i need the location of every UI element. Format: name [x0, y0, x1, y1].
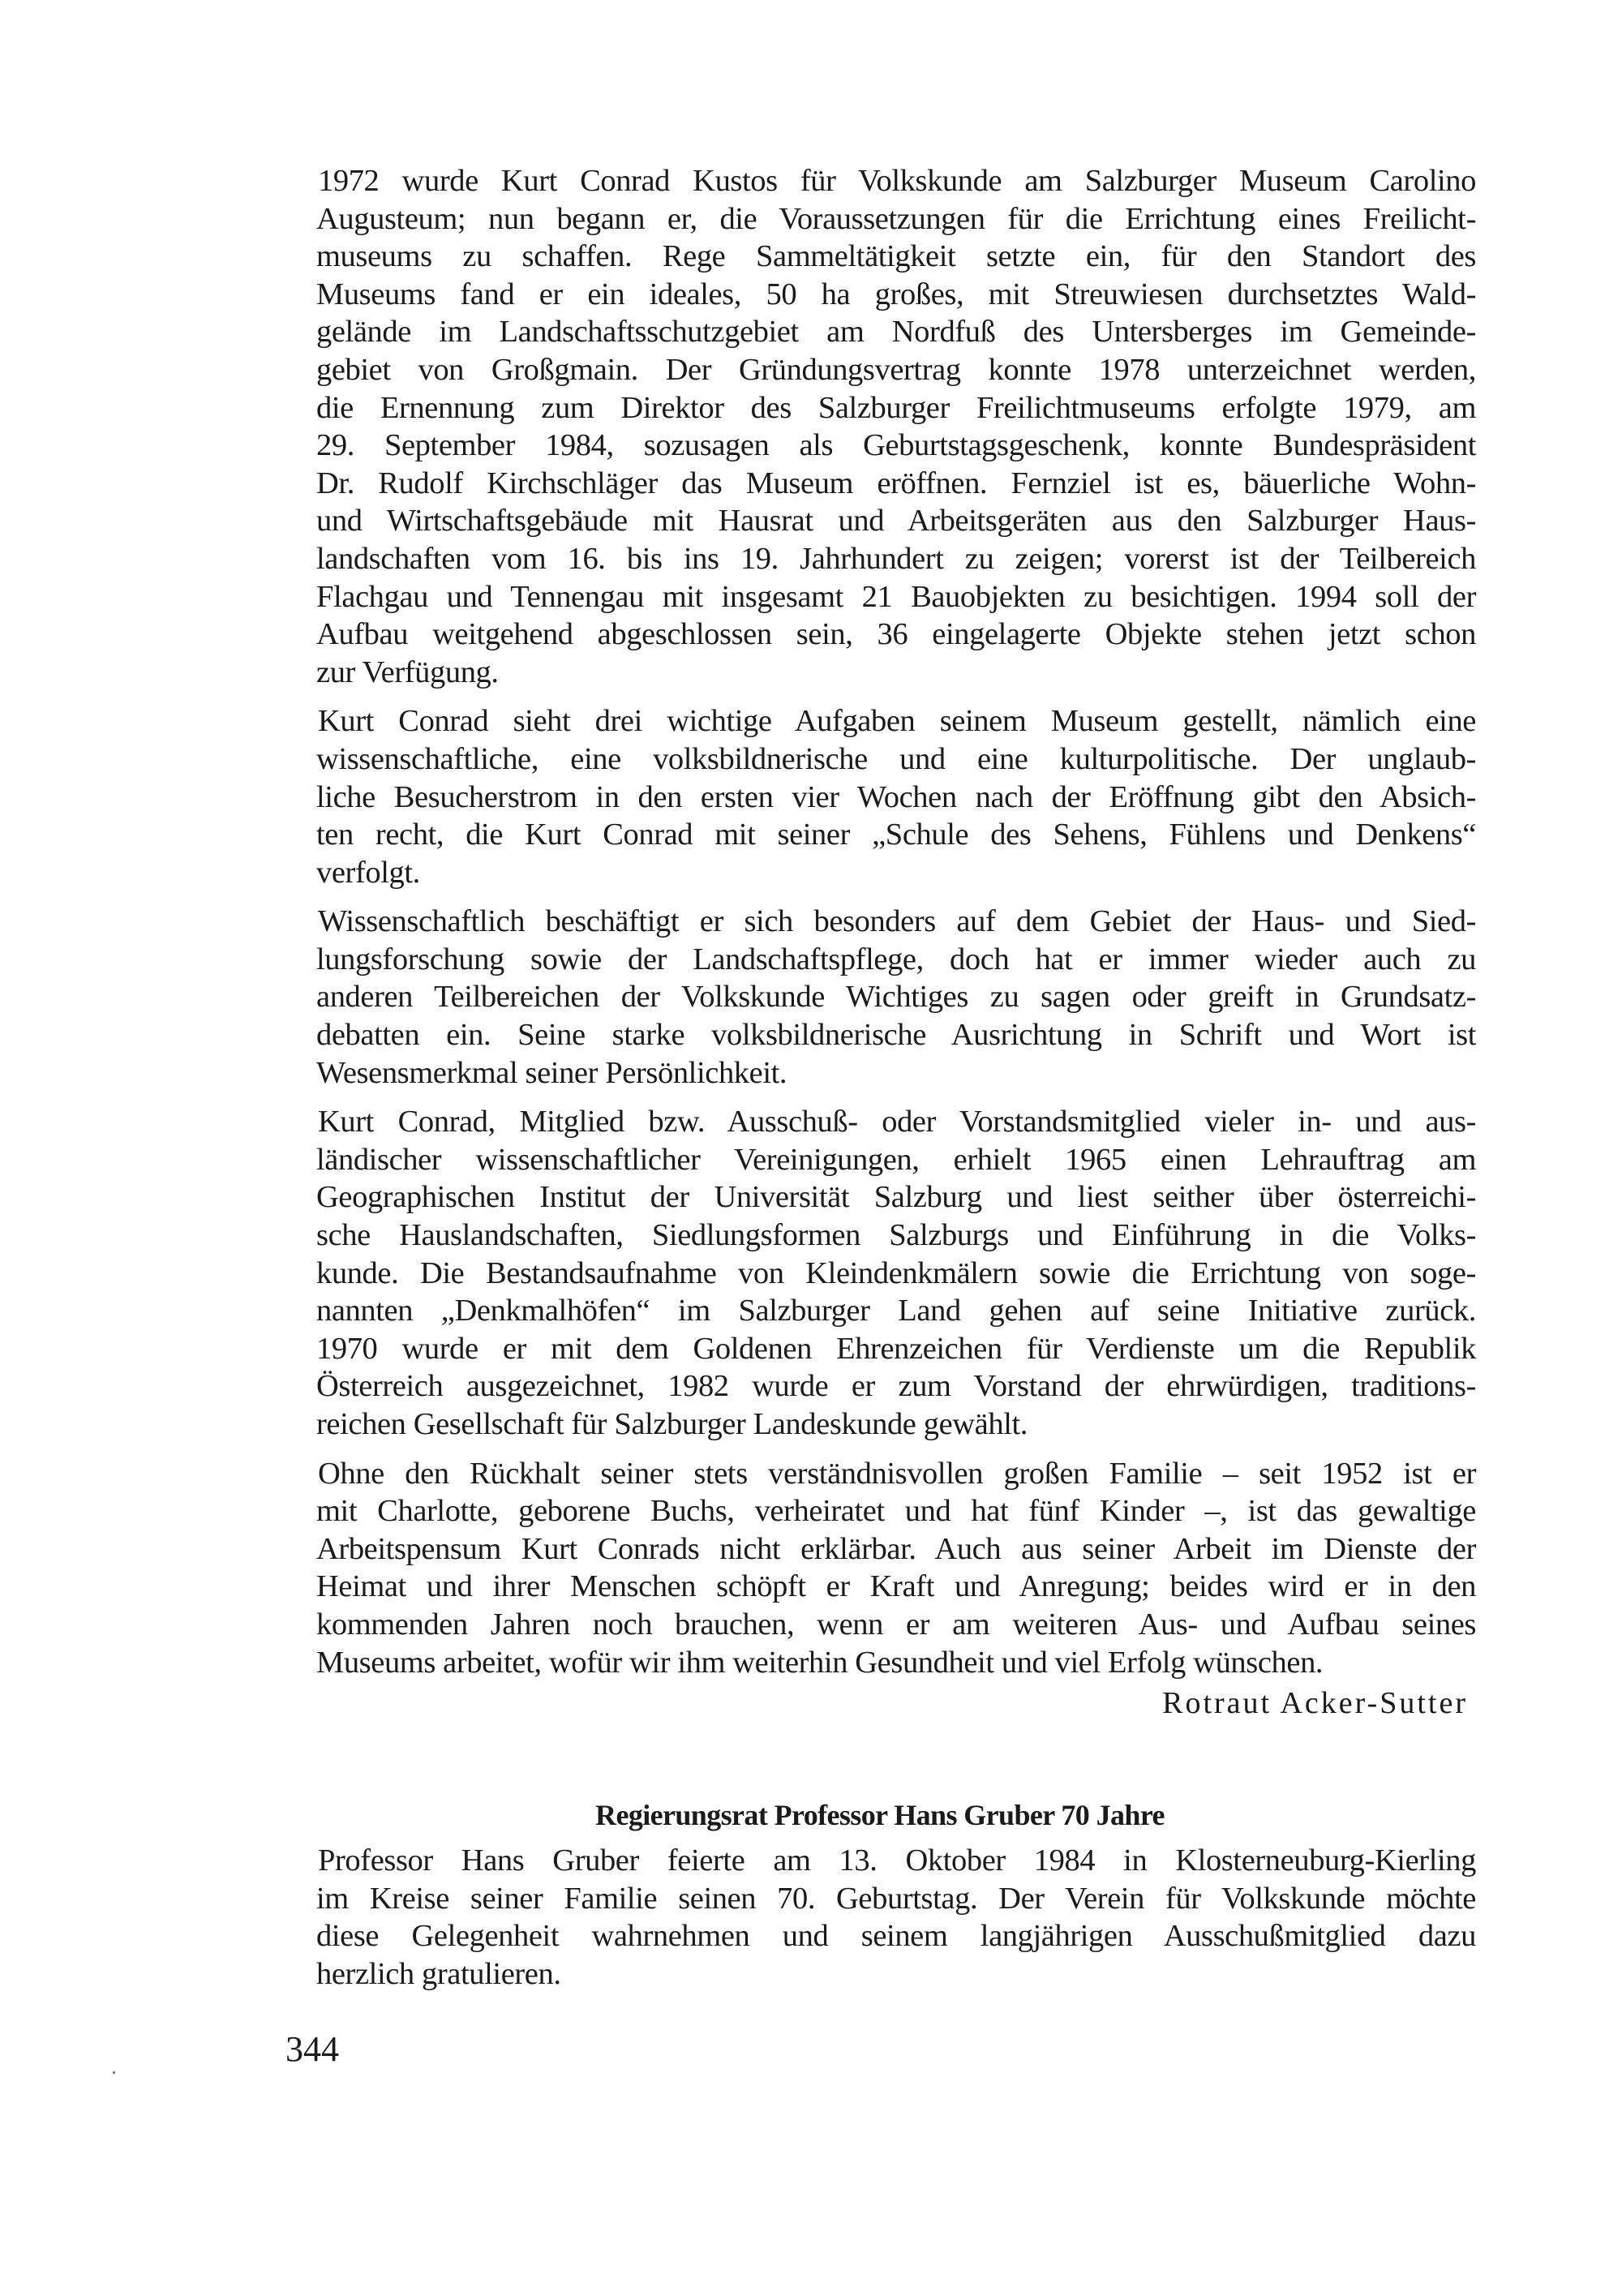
text-line: zur Verfügung.	[316, 654, 499, 689]
text-line: museums zu schaffen. Rege Sammeltätigkeit setzte ein, für den Standort des	[316, 239, 1476, 274]
text-line: liche Besucherstrom in den ersten vier Wochen nach der Eröffnung gibt den Absich-	[316, 779, 1476, 814]
text-line: Aufbau weitgehend abgeschlossen sein, 36 eingelagerte Objekte stehen jetzt schon	[316, 617, 1476, 652]
text-line: anderen Teilbereichen der Volkskunde Wichtiges zu sagen oder greift in Grundsatz-	[316, 980, 1476, 1015]
text-line: Heimat und ihrer Menschen schöpft er Kraft und Anregung; beides wird er in den	[316, 1569, 1476, 1604]
text-line: ländischer wissenschaftlicher Vereinigungen, erhielt 1965 einen Lehrauftrag am	[316, 1142, 1476, 1177]
paragraph-museum-founding	[316, 162, 1476, 691]
paragraph-museum-tasks	[316, 702, 1476, 891]
text-line: Arbeitspensum Kurt Conrads nicht erklärbar. Auch aus seiner Arbeit im Dienste der	[316, 1531, 1476, 1566]
paragraph-family-closing	[316, 1455, 1476, 1682]
text-line: kunde. Die Bestandsaufnahme von Kleindenkmälern sowie die Errichtung von soge-	[316, 1255, 1476, 1290]
text-line: debatten ein. Seine starke volksbildnerische Ausrichtung in Schrift und Wort ist	[316, 1018, 1476, 1053]
text-line: diese Gelegenheit wahrnehmen und seinem langjährigen Ausschußmitglied dazu	[316, 1919, 1476, 1954]
text-line: im Kreise seiner Familie seinen 70. Geburtstag. Der Verein für Volkskunde möchte	[316, 1881, 1476, 1916]
paragraph-research-focus	[316, 903, 1476, 1092]
text-line: lungsforschung sowie der Landschaftspflege, doch hat er immer wieder auch zu	[316, 942, 1476, 976]
text-line: Museums arbeitet, wofür wir ihm weiterhin Gesundheit und viel Erfolg wünschen.	[316, 1645, 1324, 1680]
paragraph-memberships-honors	[316, 1103, 1476, 1443]
text-line: sche Hauslandschaften, Siedlungsformen Salzburgs und Einführung in die Volks-	[316, 1218, 1476, 1253]
text-line: Professor Hans Gruber feierte am 13. Oktober 1984 in Klosterneuburg-Kierling	[318, 1843, 1476, 1878]
section-heading: Regierungsrat Professor Hans Gruber 70 Jahre	[595, 1799, 1165, 1832]
text-line: Kurt Conrad, Mitglied bzw. Ausschuß- oder Vorstandsmitglied vieler in- und aus-	[318, 1105, 1476, 1139]
text-line: mit Charlotte, geborene Buchs, verheiratet und hat fünf Kinder –, ist das gewaltige	[316, 1494, 1476, 1529]
text-line: 1972 wurde Kurt Conrad Kustos für Volkskunde am Salzburger Museum Carolino	[318, 164, 1476, 198]
text-line: die Ernennung zum Direktor des Salzburger Freilichtmuseums erfolgte 1979, am	[316, 390, 1476, 425]
text-line: gebiet von Großgmain. Der Gründungsvertrag konnte 1978 unterzeichnet werden,	[316, 352, 1476, 387]
text-line: verfolgt.	[316, 855, 420, 890]
page-number: 344	[285, 2029, 339, 2069]
text-line: landschaften vom 16. bis ins 19. Jahrhundert zu zeigen; vorerst ist der Teilbereich	[316, 541, 1476, 576]
text-line: Geographischen Institut der Universität Salzburg und liest seither über österreichi-	[316, 1180, 1476, 1215]
text-line: wissenschaftliche, eine volksbildnerische und eine kulturpolitische. Der unglaub-	[316, 741, 1476, 776]
text-line: kommenden Jahren noch brauchen, wenn er am weiteren Aus- und Aufbau seines	[316, 1607, 1476, 1642]
text-line: und Wirtschaftsgebäude mit Hausrat und Arbeitsgeräten aus den Salzburger Haus-	[316, 504, 1476, 539]
author-signature: Rotraut Acker-Sutter	[1162, 1686, 1468, 1721]
text-line: Augusteum; nun begann er, die Voraussetzungen für die Errichtung eines Freilicht-	[316, 201, 1476, 236]
text-line: Dr. Rudolf Kirchschläger das Museum eröffnen. Fernziel ist es, bäuerliche Wohn-	[316, 466, 1476, 500]
text-line: Flachgau und Tennengau mit insgesamt 21 Bauobjekten zu besichtigen. 1994 soll der	[316, 579, 1476, 614]
text-line: nannten „Denkmalhöfen“ im Salzburger Land gehen auf seine Initiative zurück.	[316, 1294, 1476, 1328]
text-line: Museums fand er ein ideales, 50 ha großes, mit Streuwiesen durchsetztes Wald-	[316, 277, 1476, 311]
scan-speck	[113, 2071, 115, 2074]
paragraph-gruber-birthday	[316, 1842, 1476, 1993]
text-line: Wesensmerkmal seiner Persönlichkeit.	[316, 1055, 787, 1090]
text-line: herzlich gratulieren.	[316, 1956, 561, 1991]
text-line: ten recht, die Kurt Conrad mit seiner „Schule des Sehens, Fühlens und Denkens“	[316, 818, 1476, 852]
text-line: Österreich ausgezeichnet, 1982 wurde er zum Vorstand der ehrwürdigen, traditions-	[316, 1369, 1476, 1404]
text-line: Ohne den Rückhalt seiner stets verständnisvollen großen Familie – seit 1952 ist er	[318, 1456, 1476, 1491]
text-line: Kurt Conrad sieht drei wichtige Aufgaben seinem Museum gestellt, nämlich eine	[318, 704, 1476, 739]
text-line: 1970 wurde er mit dem Goldenen Ehrenzeichen für Verdienste um die Republik	[316, 1331, 1476, 1366]
text-line: gelände im Landschaftsschutzgebiet am Nordfuß des Untersberges im Gemeinde-	[316, 315, 1476, 350]
text-line: reichen Gesellschaft für Salzburger Landeskunde gewählt.	[316, 1407, 1028, 1441]
document-page	[316, 162, 1476, 2005]
text-line: Wissenschaftlich beschäftigt er sich besonders auf dem Gebiet der Haus- und Sied-	[318, 904, 1476, 939]
text-line: 29. September 1984, sozusagen als Geburtstagsgeschenk, konnte Bundespräsident	[316, 428, 1476, 463]
